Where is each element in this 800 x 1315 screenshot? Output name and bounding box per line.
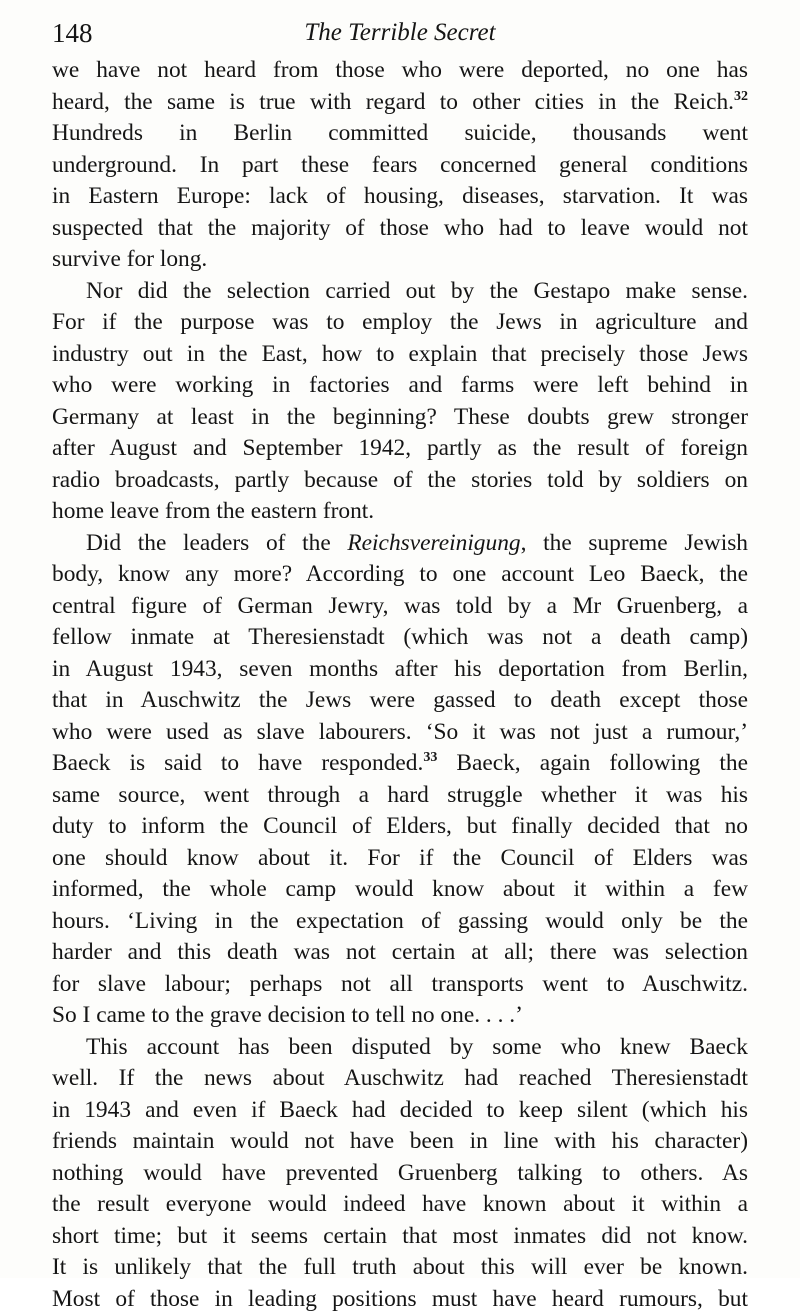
text-line: For if the purpose was to employ the Jews in agriculture and — [52, 307, 748, 339]
line-text: Did the leaders of the — [86, 530, 347, 556]
text-line: friends maintain would not have been in line with his character) — [52, 1126, 748, 1158]
text-line: one should know about it. For if the Council of Elders was — [52, 843, 748, 875]
text-line: short time; but it seems certain that most inmates did not know. — [52, 1221, 748, 1253]
text-line: home leave from the eastern front. — [52, 496, 748, 528]
text-line — [52, 748, 748, 780]
text-line: survive for long. — [52, 244, 748, 276]
text-line: suspected that the majority of those who had to leave would not — [52, 213, 748, 245]
text-line: in Eastern Europe: lack of housing, diseases, starvation. It was — [52, 181, 748, 213]
text-line: So I came to the grave decision to tell no one. . . .’ — [52, 1000, 748, 1032]
text-line: hours. ‘Living in the expectation of gassing would only be the — [52, 906, 748, 938]
text-line: Nor did the selection carried out by the Gestapo make sense. — [52, 276, 748, 308]
text-line: we have not heard from those who were deported, no one has — [52, 55, 748, 87]
text-line: who were working in factories and farms were left behind in — [52, 370, 748, 402]
text-line: fellow inmate at Theresienstadt (which was not a death camp) — [52, 622, 748, 654]
text-line: in August 1943, seven months after his deportation from Berlin, — [52, 654, 748, 686]
line-text: Baeck, again following the — [437, 750, 748, 776]
page-number: 148 — [52, 16, 93, 50]
note-reference: 33 — [423, 750, 437, 765]
text-line: that in Auschwitz the Jews were gassed to death except those — [52, 685, 748, 717]
text-line: for slave labour; perhaps not all transports went to Auschwitz. — [52, 969, 748, 1001]
text-line: informed, the whole camp would know about it within a few — [52, 874, 748, 906]
running-title: The Terrible Secret — [52, 16, 748, 50]
text-line — [52, 528, 748, 560]
text-line: Most of those in leading positions must have heard rumours, but — [52, 1284, 748, 1315]
text-line: This account has been disputed by some who knew Baeck — [52, 1032, 748, 1064]
text-line: nothing would have prevented Gruenberg talking to others. As — [52, 1158, 748, 1190]
text-line: industry out in the East, how to explain that precisely those Jews — [52, 339, 748, 371]
text-line: same source, went through a hard struggle whether it was his — [52, 780, 748, 812]
note-reference: 32 — [734, 89, 748, 104]
italic-term: Reichsvereinigung — [347, 530, 520, 556]
text-line: in 1943 and even if Baeck had decided to keep silent (which his — [52, 1095, 748, 1127]
text-line: Hundreds in Berlin committed suicide, thousands went — [52, 118, 748, 150]
line-text: Baeck is said to have responded. — [52, 750, 423, 776]
text-line — [52, 87, 748, 119]
text-line: duty to inform the Council of Elders, but finally decided that no — [52, 811, 748, 843]
text-line: underground. In part these fears concerned general conditions — [52, 150, 748, 182]
text-line: Germany at least in the beginning? These doubts grew stronger — [52, 402, 748, 434]
line-text: heard, the same is true with regard to other cities in the Reich. — [52, 89, 734, 115]
text-line: central figure of German Jewry, was told by a Mr Gruenberg, a — [52, 591, 748, 623]
running-head — [52, 16, 748, 52]
body-text — [52, 55, 748, 1315]
text-line: the result everyone would indeed have known about it within a — [52, 1189, 748, 1221]
text-line: well. If the news about Auschwitz had reached Theresienstadt — [52, 1063, 748, 1095]
text-line: body, know any more? According to one account Leo Baeck, the — [52, 559, 748, 591]
text-line: after August and September 1942, partly as the result of foreign — [52, 433, 748, 465]
text-line: who were used as slave labourers. ‘So it was not just a rumour,’ — [52, 717, 748, 749]
text-line: It is unlikely that the full truth about this will ever be known. — [52, 1252, 748, 1284]
text-line: radio broadcasts, partly because of the stories told by soldiers on — [52, 465, 748, 497]
line-text: , the supreme Jewish — [521, 530, 748, 556]
text-line: harder and this death was not certain at all; there was selection — [52, 937, 748, 969]
